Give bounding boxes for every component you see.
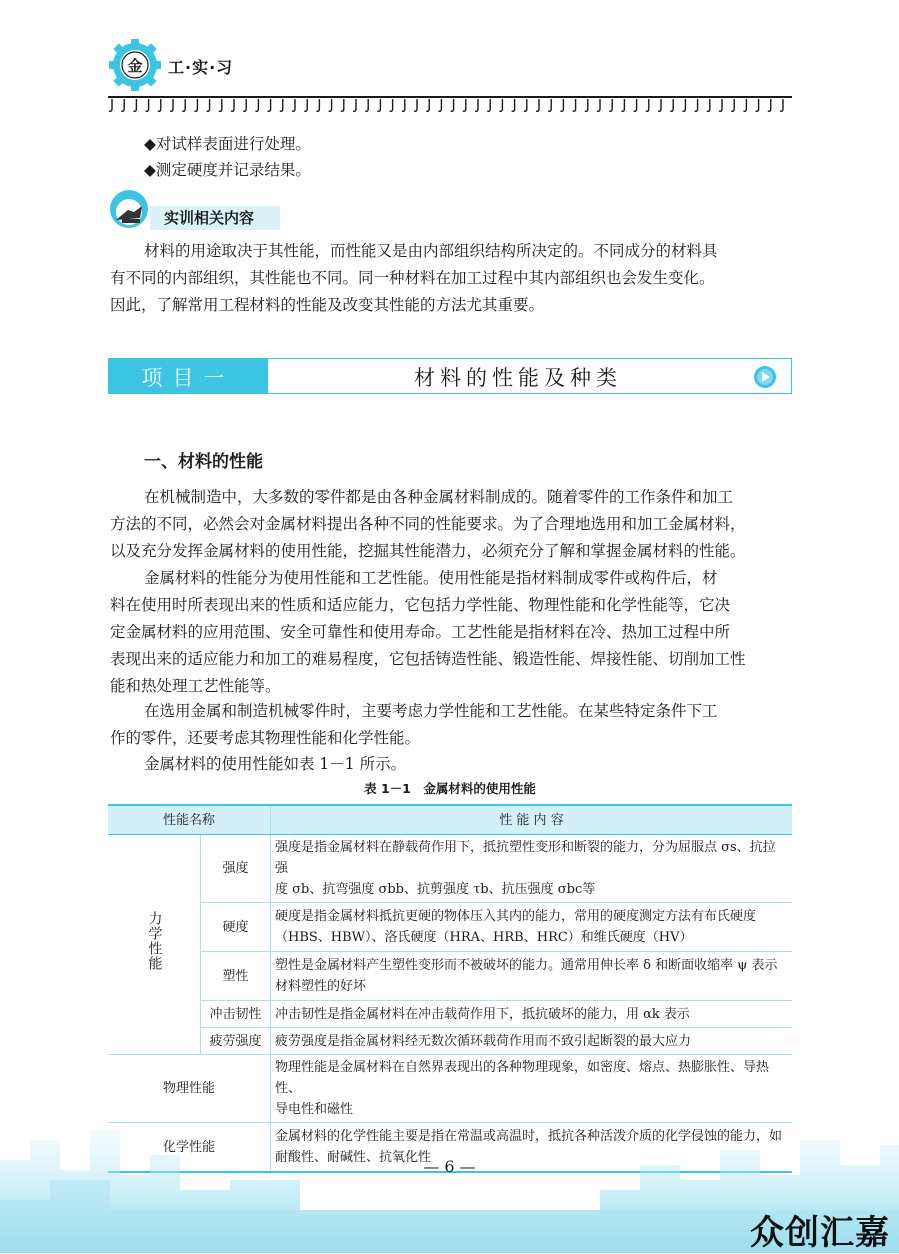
intro-line-2: 有不同的内部组织，其性能也不同。同一种材料在加工过程中其内部组织也会发生变化。 [110, 269, 715, 287]
body-line-9: 在选用金属和制造机械零件时，主要考虑力学性能和工艺性能。在某些特定条件下工 [144, 702, 718, 720]
table-row [108, 1055, 792, 1123]
row-content: 金属材料的化学性能主要是指在常温或高温时，抵抗各种活泼介质的化学侵蚀的能力，如 耐酸性、耐碱性、抗氧化性 [271, 1123, 793, 1173]
mech-category-cell [108, 835, 201, 1055]
body-line-1: 在机械制造中，大多数的零件都是由各种金属材料制成的。随着零件的工作条件和加工 [144, 488, 734, 506]
row-content: 强度是指金属材料在静载荷作用下，抵抗塑性变形和断裂的能力，分为屈服点 σs、抗拉强 度 σb、抗弯强度 σbb、抗剪强度 τb、抗压强度 σbc等 [271, 835, 793, 903]
row-name: 强度 [201, 835, 271, 903]
mech-category-label: 力学性能 [146, 911, 163, 971]
page-number: — 6 — [423, 1157, 476, 1176]
table-header-row [108, 805, 792, 835]
section-label: 实训相关内容 [164, 209, 255, 227]
row-name: 疲劳强度 [201, 1028, 271, 1055]
header-teeth-decoration [108, 98, 792, 114]
body-line-4: 金属材料的性能分为使用性能和工艺性能。使用性能是指材料制成零件或构件后，材 [144, 569, 718, 587]
body-line-6: 定金属材料的应用范围、安全可靠性和使用寿命。工艺性能是指材料在冷、热加工过程中所 [110, 623, 731, 641]
project-title: 材料的性能及种类 [414, 366, 622, 390]
row-name: 塑性 [201, 952, 271, 1001]
row-content: 物理性能是金属材料在自然界表现出的各种物理现象，如密度、熔点、热膨胀性、导热性、 导电性和磁性 [271, 1055, 793, 1123]
row-content: 塑性是金属材料产生塑性变形而不被破坏的能力。通常用伸长率 δ 和断面收缩率 ψ 表示 材料塑性的好坏 [271, 952, 793, 1001]
body-line-8: 能和热处理工艺性能等。 [110, 677, 281, 695]
bullet-1: ◆对试样表面进行处理。 [144, 135, 311, 153]
body-line-11: 金属材料的使用性能如表 1－1 所示。 [144, 755, 407, 773]
bullet-2: ◆测定硬度并记录结果。 [144, 161, 311, 179]
table-caption: 表 1－1 金属材料的使用性能 [364, 781, 536, 796]
body-line-5: 料在使用时所表现出来的性质和适应能力，它包括力学性能、物理性能和化学性能等，它决 [110, 596, 731, 614]
body-line-2: 方法的不同，必然会对金属材料提出各种不同的性能要求。为了合理地选用和加工金属材料， [110, 515, 746, 533]
header-title: 工·实·习 [168, 58, 234, 77]
project-number: 项目一 [141, 366, 235, 390]
body-line-10: 作的零件，还要考虑其物理性能和化学性能。 [110, 729, 421, 747]
lathe-tool-icon [108, 188, 150, 230]
body-line-7: 表现出来的适应能力和加工的难易程度，它包括铸造性能、锻造性能、焊接性能、切削加工性 [110, 650, 746, 668]
watermark-text: 众创汇嘉 [750, 1213, 890, 1253]
header-content: 性 能 内 容 [271, 805, 793, 835]
properties-table [108, 804, 792, 1173]
section-heading: 一、材料的性能 [144, 452, 263, 472]
row-content: 冲击韧性是指金属材料在冲击载荷作用下，抵抗破坏的能力，用 αk 表示 [271, 1001, 793, 1028]
row-name: 物理性能 [108, 1055, 271, 1123]
header-name: 性能名称 [108, 805, 271, 835]
play-arrow-icon [753, 365, 777, 389]
table-row [108, 835, 792, 903]
body-line-3: 以及充分发挥金属材料的使用性能，挖掘其性能潜力，必须充分了解和掌握金属材料的性能。 [110, 542, 746, 560]
intro-line-1: 材料的用途取决于其性能，而性能又是由内部组织结构所决定的。不同成分的材料具 [144, 242, 718, 260]
logo-char: 金 [127, 57, 143, 75]
table-row [108, 903, 792, 952]
row-content: 硬度是指金属材料抵抗更硬的物体压入其内的能力，常用的硬度测定方法有布氏硬度 （HBS、HBW）、洛氏硬度（HRA、HRB、HRC）和维氏硬度（HV） [271, 903, 793, 952]
row-content: 疲劳强度是指金属材料经无数次循环载荷作用而不致引起断裂的最大应力 [271, 1028, 793, 1055]
intro-line-3: 因此，了解常用工程材料的性能及改变其性能的方法尤其重要。 [110, 296, 545, 314]
table-row [108, 952, 792, 1001]
gear-logo-icon [108, 38, 162, 92]
table-row [108, 1028, 792, 1055]
table-row [108, 1001, 792, 1028]
row-name: 硬度 [201, 903, 271, 952]
row-name: 化学性能 [108, 1123, 271, 1173]
row-name: 冲击韧性 [201, 1001, 271, 1028]
